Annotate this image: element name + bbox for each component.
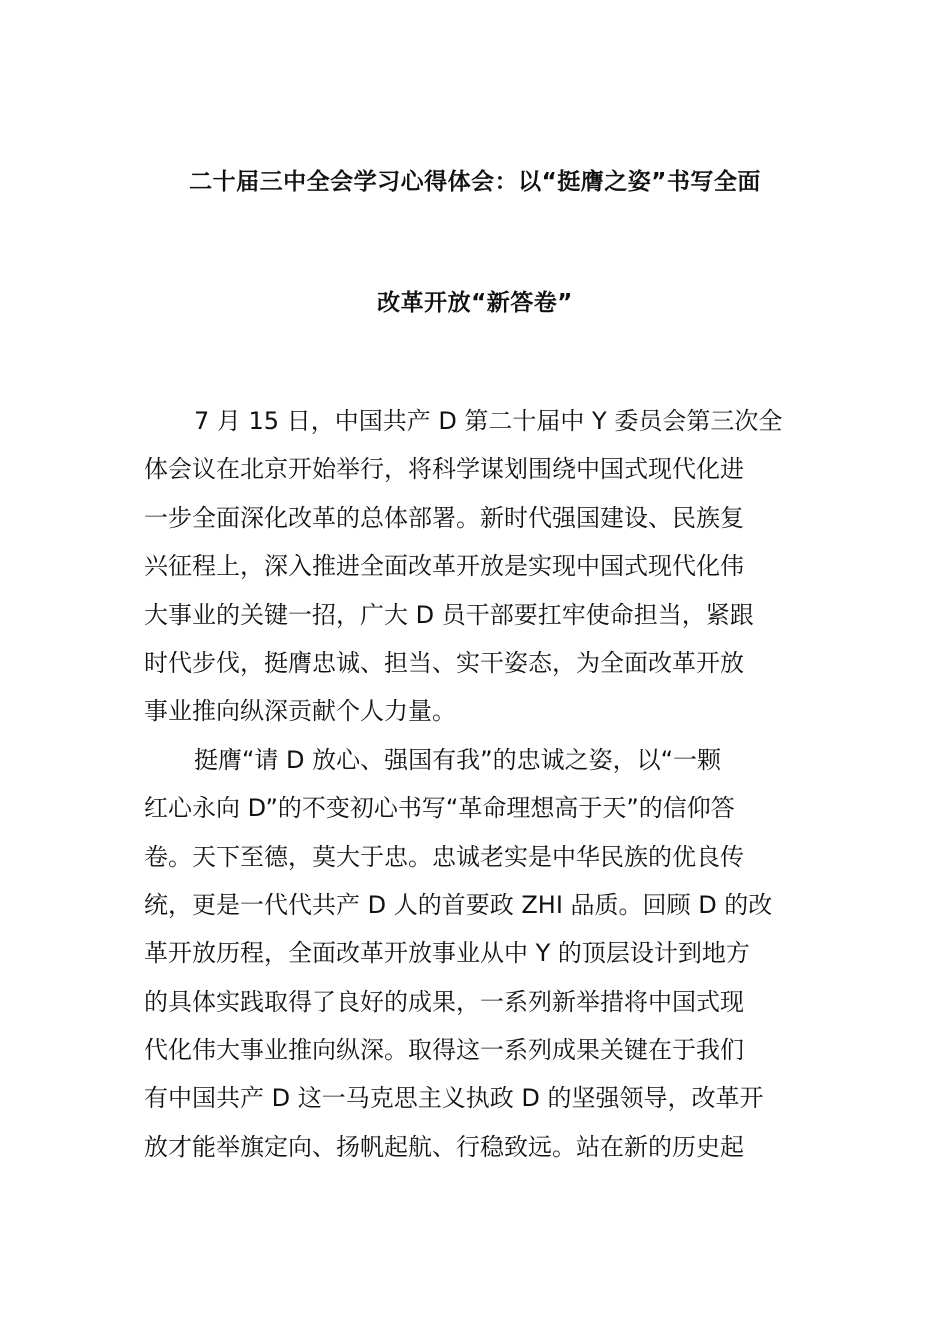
text-line: 兴征程上，深入推进全面改革开放是实现中国式现代化伟 <box>144 552 744 581</box>
text-line: 的具体实践取得了良好的成果，一系列新举措将中国式现 <box>144 987 744 1016</box>
text-line: 代化伟大事业推向纵深。取得这一系列成果关键在于我们 <box>144 1036 744 1065</box>
text-line: 放才能举旗定向、扬帆起航、行稳致远。站在新的历史起 <box>144 1132 744 1161</box>
text-line: 7 月 15 日，中国共产 D 第二十届中 Y 委员会第三次全 <box>194 407 783 435</box>
text-line: 挺膺“请 D 放心、强国有我”的忠诚之姿，以“一颗 <box>194 745 722 774</box>
text-line: 体会议在北京开始举行，将科学谋划围绕中国式现代化进 <box>144 455 744 484</box>
text-line: 一步全面深化改革的总体部署。新时代强国建设、民族复 <box>144 503 744 532</box>
text-line: 革开放历程，全面改革开放事业从中 Y 的顶层设计到地方 <box>144 939 750 968</box>
document-title-line-1: 二十届三中全会学习心得体会：以“挺膺之姿”书写全面 <box>189 169 761 195</box>
text-line: 大事业的关键一招，广大 D 员干部要扛牢使命担当，紧跟 <box>144 600 754 629</box>
text-line: 有中国共产 D 这一马克思主义执政 D 的坚强领导，改革开 <box>144 1084 764 1113</box>
paragraph-2 <box>144 741 808 1177</box>
document-body <box>144 402 808 1176</box>
text-line: 时代步伐，挺膺忠诚、担当、实干姿态，为全面改革开放 <box>144 648 744 677</box>
text-line: 卷。天下至德，莫大于忠。忠诚老实是中华民族的优良传 <box>144 842 744 871</box>
paragraph-1 <box>144 402 808 741</box>
text-line: 事业推向纵深贡献个人力量。 <box>144 697 456 726</box>
document-title-line-2: 改革开放“新答卷” <box>377 290 573 316</box>
text-line: 统，更是一代代共产 D 人的首要政 ZHI 品质。回顾 D 的改 <box>144 890 773 919</box>
text-line: 红心永向 D”的不变初心书写“革命理想高于天”的信仰答 <box>144 794 735 823</box>
